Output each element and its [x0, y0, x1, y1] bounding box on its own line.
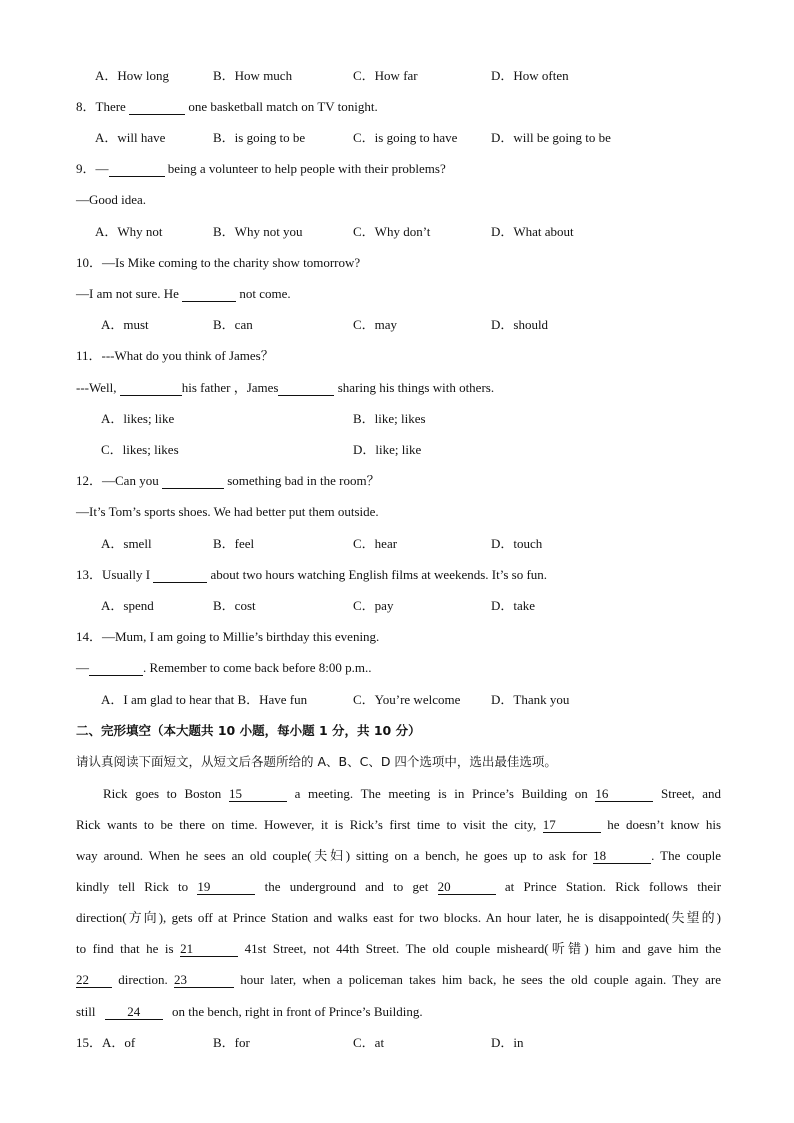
q11-reply-mid: his father ，James [181, 380, 279, 395]
section-title: 二、完形填空（本大题共 10 小题，每小题 1 分，共 10 分） [76, 723, 421, 738]
q9-blank [109, 162, 165, 177]
blank-20: 20 [438, 880, 496, 895]
blank-19: 19 [197, 880, 255, 895]
q15-option-c: C．at [353, 1035, 385, 1050]
q13-blank [153, 568, 207, 583]
q10-stem: 10．—Is Mike coming to the charity show tomorrow? [76, 255, 361, 270]
q11-blank-1 [120, 381, 182, 396]
passage-line-2 [76, 816, 721, 834]
section-instruction: 请认真阅读下面短文，从短文后各题所给的 A、B、C、D 四个选项中，选出最佳选项。 [76, 754, 557, 769]
q13-option-b: B．cost [213, 598, 256, 613]
passage-text: on the bench, right in front of Prince’s Building. [172, 1004, 423, 1019]
q13-stem-post: about two hours watching English films at weekends. It’s so fun. [210, 567, 548, 582]
passage-text: kindly tell Rick to [76, 879, 189, 894]
q12-option-d: D．touch [491, 536, 543, 551]
q10-option-c: C．may [353, 317, 398, 332]
q11-reply-post: sharing his things with others. [337, 380, 495, 395]
q8-option-c: C．is going to have [353, 130, 458, 145]
passage-text: 41st Street, not 44th Street. The old couple misheard(听错) him and gave him the [244, 941, 722, 956]
q14-option-ab: A．I am glad to hear that B．Have fun [101, 692, 308, 707]
passage-line-5: direction(方向), gets off at Prince Station and walks east for two blocks. An hour later, he is disappointed(失望的) [76, 910, 721, 925]
passage-line-8 [76, 1003, 423, 1021]
q10-reply [76, 285, 291, 303]
q8-option-a: A．will have [95, 130, 166, 145]
q10-option-d: D．should [491, 317, 549, 332]
q11-option-b: B．like; likes [353, 411, 426, 426]
blank-15: 15 [229, 787, 287, 802]
q13-stem [76, 566, 547, 584]
passage-text: at Prince Station. Rick follows their [504, 879, 722, 894]
q10-reply-pre: —I am not sure. He [76, 286, 179, 301]
q10-blank [182, 287, 236, 302]
q12-reply: —It’s Tom’s sports shoes. We had better put them outside. [76, 504, 379, 519]
q14-stem: 14．—Mum, I am going to Millie’s birthday this evening. [76, 629, 380, 644]
q9-stem-pre: 9．— [76, 161, 109, 176]
q13-option-d: D．take [491, 598, 536, 613]
q14-option-c: C．You’re welcome [353, 692, 461, 707]
passage-line-4 [76, 878, 721, 896]
q11-blank-2 [278, 381, 334, 396]
q13-option-c: C．pay [353, 598, 394, 613]
passage-text: hour later, when a policeman takes him back, he sees the old couple again. They are [240, 972, 722, 987]
q9-option-d: D．What about [491, 224, 574, 239]
q7-option-c: C．How far [353, 68, 418, 83]
q12-option-a: A．smell [101, 536, 152, 551]
q11-option-a: A．likes; like [101, 411, 175, 426]
passage-text: Rick wants to be there on time. However, it is Rick’s first time to visit the city, [76, 817, 537, 832]
passage-text: Rick goes to Boston [103, 786, 222, 801]
q11-reply-pre: ---Well, [76, 380, 117, 395]
q12-option-b: B．feel [213, 536, 255, 551]
q10-option-b: B．can [213, 317, 253, 332]
q14-blank [89, 661, 143, 676]
blank-22: 22 [76, 973, 112, 988]
q11-option-c: C．likes; likes [101, 442, 179, 457]
q7-option-b: B．How much [213, 68, 293, 83]
q11-reply [76, 379, 494, 397]
q8-stem-post: one basketball match on TV tonight. [188, 99, 378, 114]
q8-option-b: B．is going to be [213, 130, 306, 145]
passage-line-6 [76, 940, 721, 958]
passage-line-1 [76, 785, 721, 803]
q13-stem-pre: 13．Usually I [76, 567, 151, 582]
q12-stem-pre: 12．—Can you [76, 473, 159, 488]
q10-option-a: A．must [101, 317, 149, 332]
blank-23: 23 [174, 973, 234, 988]
q12-stem-post: something bad in the room？ [227, 473, 380, 488]
q11-stem: 11．---What do you think of James？ [76, 348, 274, 363]
q12-option-c: C．hear [353, 536, 398, 551]
q14-reply-post: . Remember to come back before 8:00 p.m.. [143, 660, 372, 675]
passage-line-3 [76, 847, 721, 865]
q9-stem [76, 160, 446, 178]
q15-option-a: 15．A．of [76, 1035, 136, 1050]
blank-17: 17 [543, 818, 601, 833]
q9-reply: —Good idea. [76, 192, 147, 207]
q12-blank [162, 474, 224, 489]
passage-text: direction. [118, 972, 168, 987]
q9-option-c: C．Why don’t [353, 224, 431, 239]
passage-line-7 [76, 971, 721, 989]
passage-text: a meeting. The meeting is in Prince’s Building on [294, 786, 588, 801]
passage-text: to find that he is [76, 941, 174, 956]
q9-stem-post: being a volunteer to help people with their problems? [167, 161, 446, 176]
q9-option-a: A．Why not [95, 224, 163, 239]
q8-blank [129, 100, 185, 115]
q9-option-b: B．Why not you [213, 224, 303, 239]
q10-reply-post: not come. [239, 286, 291, 301]
q15-option-d: D．in [491, 1035, 524, 1050]
q7-option-a: A．How long [95, 68, 170, 83]
q14-option-d: D．Thank you [491, 692, 570, 707]
q14-reply [76, 659, 372, 677]
passage-text: still [76, 1004, 96, 1019]
q8-option-d: D．will be going to be [491, 130, 611, 145]
blank-21: 21 [180, 942, 238, 957]
passage-text: way around. When he sees an old couple(夫妇) sitting on a bench, he goes up to ask for [76, 848, 588, 863]
blank-24: 24 [105, 1005, 163, 1020]
q8-stem [76, 98, 378, 116]
passage-text: he doesn’t know his [607, 817, 722, 832]
passage-text: Street, and [661, 786, 722, 801]
q12-stem [76, 472, 380, 490]
q13-option-a: A．spend [101, 598, 154, 613]
q14-reply-pre: — [76, 660, 89, 675]
passage-text: the underground and to get [264, 879, 429, 894]
q11-option-d: D．like; like [353, 442, 422, 457]
passage-text: . The couple [651, 848, 722, 863]
blank-18: 18 [593, 849, 651, 864]
q7-option-d: D．How often [491, 68, 569, 83]
q8-stem-pre: 8．There [76, 99, 126, 114]
blank-16: 16 [595, 787, 653, 802]
q15-option-b: B．for [213, 1035, 250, 1050]
